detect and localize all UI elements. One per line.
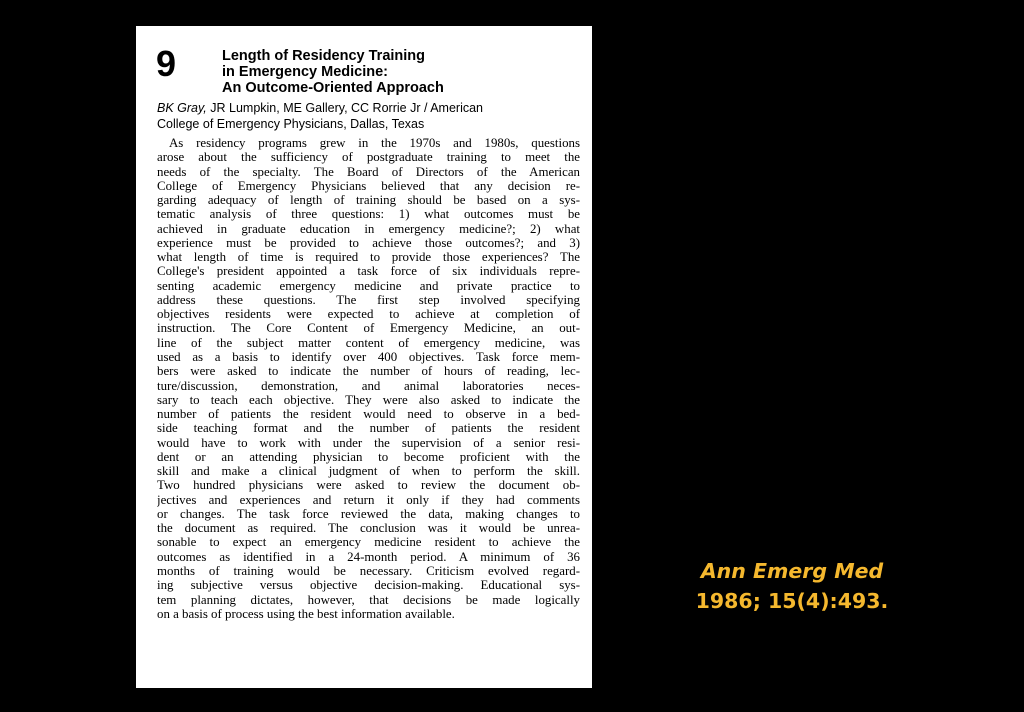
body-line: outcomes as identified in a 24-month period. A minimum of 36: [157, 549, 580, 564]
body-line: ing subjective versus objective decision-making. Educational sys-: [157, 578, 580, 593]
body-line: ture/discussion, demonstration, and animal laboratories neces-: [157, 378, 580, 393]
body-line: tematic analysis of three questions: 1) what outcomes must be: [157, 207, 580, 222]
body-line: on a basis of process using the best information available.: [157, 606, 455, 621]
body-line: experience must be provided to achieve those outcomes?; and 3): [157, 235, 580, 250]
body-line: As residency programs grew in the 1970s and 1980s, questions: [169, 136, 580, 150]
body-line: months of training would be necessary. Criticism evolved regard-: [157, 563, 580, 578]
abstract-title: [222, 48, 444, 96]
title-line: in Emergency Medicine:: [222, 64, 388, 80]
body-line: what length of time is required to provide those experiences? The: [157, 250, 580, 265]
body-line: Two hundred physicians were asked to review the document ob-: [157, 478, 580, 493]
body-line: achieved in graduate education in emergency medicine?; 2) what: [157, 221, 580, 236]
body-line: side teaching format and the number of patients the resident: [157, 421, 580, 436]
citation-reference: 1986; 15(4):493.: [695, 589, 889, 613]
body-line: dent or an attending physician to become proficient with the: [157, 449, 580, 464]
body-line: garding adequacy of length of training should be based on a sys-: [157, 193, 580, 208]
body-line: jectives and experiences and return it only if they had comments: [157, 492, 580, 507]
authors: [157, 100, 577, 132]
abstract-number: 9: [156, 43, 177, 84]
affiliation: College of Emergency Physicians, Dallas, Texas: [157, 117, 425, 131]
body-line: College's president appointed a task force of six individuals repre-: [157, 264, 580, 279]
first-author: BK Gray,: [157, 101, 207, 115]
authors-line: [157, 100, 577, 116]
body-line: address these questions. The first step involved specifying: [157, 292, 580, 307]
body-line: instruction. The Core Content of Emergency Medicine, an out-: [157, 321, 580, 336]
body-line: would have to work with under the supervision of a senior resi-: [157, 435, 580, 450]
body-line: used as a basis to identify over 400 objectives. Task force mem-: [157, 349, 580, 364]
body-line: skill and make a clinical judgment of when to perform the skill.: [157, 464, 580, 479]
abstract-body: [157, 136, 580, 621]
body-line: sary to teach each objective. They were also asked to indicate the: [157, 392, 580, 407]
body-line: number of patients the resident would need to observe in a bed-: [157, 407, 580, 422]
body-line: arose about the sufficiency of postgraduate training to meet the: [157, 150, 580, 165]
body-line: needs of the specialty. The Board of Directors of the American: [157, 164, 580, 179]
body-line: bers were asked to indicate the number of hours of reading, lec-: [157, 364, 580, 379]
body-line: or changes. The task force reviewed the data, making changes to: [157, 506, 580, 521]
body-line: College of Emergency Physicians believed that any decision re-: [157, 178, 580, 193]
body-line: sonable to expect an emergency medicine resident to achieve the: [157, 535, 580, 550]
citation: [662, 556, 922, 616]
abstract-page: [136, 26, 592, 688]
title-line: Length of Residency Training: [222, 48, 426, 64]
citation-journal: Ann Emerg Med: [700, 559, 884, 583]
body-line: line of the subject matter content of emergency medicine, was: [157, 335, 580, 350]
title-line: An Outcome-Oriented Approach: [222, 80, 444, 96]
body-line: tem planning dictates, however, that decisions be made logically: [157, 592, 580, 607]
body-line: senting academic emergency medicine and private practice to: [157, 278, 580, 293]
body-line: objectives residents were expected to achieve at completion of: [157, 307, 580, 322]
body-line: the document as required. The conclusion was it would be unrea-: [157, 521, 580, 536]
other-authors: JR Lumpkin, ME Gallery, CC Rorrie Jr / American: [206, 101, 484, 115]
